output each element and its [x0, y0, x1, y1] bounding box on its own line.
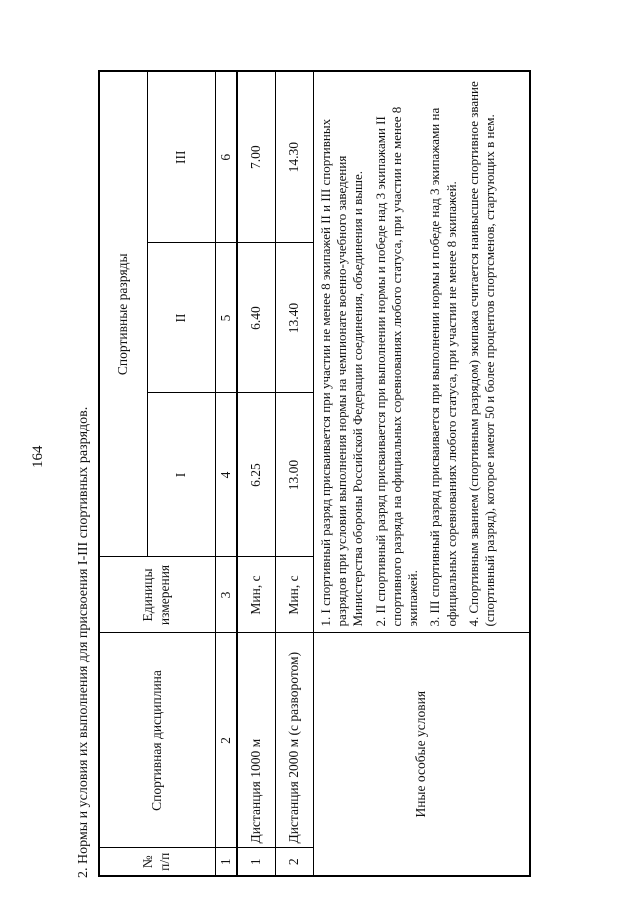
index-cell: 4 [215, 393, 237, 557]
norms-table [98, 70, 531, 877]
condition-item: 4. Спортивным званием (спортивным разрядом) экипажа считается наивысшее спортивное звание (спортивный разряд), которое имеют 50 и более процентов спортсменов, стартующих в нем. [465, 81, 498, 627]
header-row-1 [99, 71, 147, 876]
norms-table-container [98, 72, 531, 877]
header-ranks-group: Спортивные разряды [99, 71, 147, 557]
row-rank-iii: 7.00 [237, 71, 275, 243]
row-units: Мин, с [237, 557, 275, 633]
index-cell: 1 [215, 848, 237, 876]
condition-item: 3. III спортивный разряд присваивается при выполнении нормы и победе над 3 экипажами на официальных соревнованиях любого статуса, при участии не менее 8 экипажей. [427, 107, 459, 627]
row-rank-iii: 14.30 [275, 71, 313, 243]
row-num: 2 [275, 848, 313, 876]
index-row [215, 71, 237, 876]
row-rank-i: 6.25 [237, 393, 275, 557]
row-units: Мин, с [275, 557, 313, 633]
index-cell: 3 [215, 557, 237, 633]
index-cell: 6 [215, 71, 237, 243]
conditions-label: Иные особые условия [313, 633, 530, 876]
header-num: № п/п [99, 848, 215, 876]
condition-item: 2. II спортивный разряд присваивается при выполнении нормы и победе над 3 экипажами II спортивного разряда на официальных соревнованиях любого статуса, при участии не менее 8 экипажей. [372, 106, 421, 627]
header-rank-iii: III [147, 71, 215, 243]
page-number: 164 [30, 445, 46, 468]
header-discipline: Спортивная дисциплина [99, 633, 215, 848]
table-row [237, 71, 275, 876]
row-rank-ii: 6.40 [237, 243, 275, 393]
conditions-cell [313, 71, 530, 633]
conditions-row [313, 71, 530, 876]
row-rank-i: 13.00 [275, 393, 313, 557]
row-discipline: Дистанция 2000 м (с разворотом) [275, 633, 313, 848]
header-rank-i: I [147, 393, 215, 557]
index-cell: 5 [215, 243, 237, 393]
table-caption: 2. Нормы и условия их выполнения для присвоения I-III спортивных разрядов. [76, 406, 91, 878]
header-units: Единицы измерения [99, 557, 215, 633]
condition-item: 1. I спортивный разряд присваивается при участии не менее 8 экипажей II и III спортивных разрядов при условии выполнения нормы на чемпионате военно-учебного заведения Министерства обороны Российской Федерации соединения, объединения и выше. [317, 118, 366, 627]
row-num: 1 [237, 848, 275, 876]
row-discipline: Дистанция 1000 м [237, 633, 275, 848]
row-rank-ii: 13.40 [275, 243, 313, 393]
table-row [275, 71, 313, 876]
index-cell: 2 [215, 633, 237, 848]
header-rank-ii: II [147, 243, 215, 393]
